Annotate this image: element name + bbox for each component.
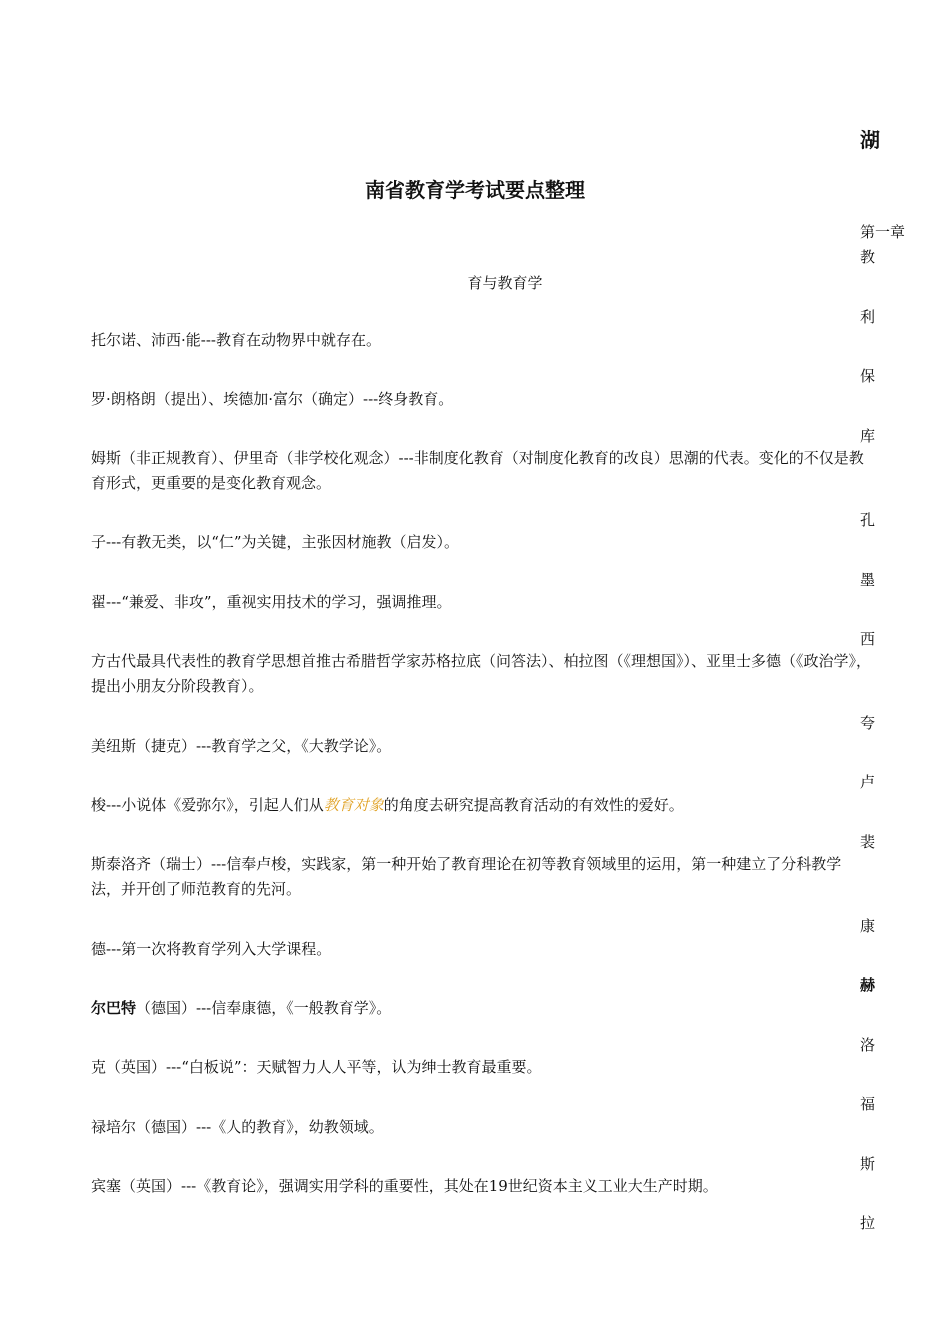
entry-text: 克（英国）---“白板说”：天赋智力人人平等，认为绅士教育最重要。 bbox=[91, 1058, 542, 1076]
entry-text: 子---有教无类，以“仁”为关键，主张因材施教（启发）。 bbox=[91, 533, 460, 551]
entry-text: 方古代最具代表性的教育学思想首推古希腊哲学家苏格拉底（问答法）、柏拉图（《理想国》）、亚里士多德（《政治学》，提出小朋友分阶段教育）。 bbox=[91, 652, 872, 695]
entry-text-rest: （德国）---信奉康德，《一般教育学》。 bbox=[136, 999, 392, 1017]
entry-lead-char: 拉 bbox=[860, 1214, 876, 1232]
entry-text bbox=[91, 996, 871, 1021]
entry-lead-char: 利 bbox=[860, 308, 876, 326]
chapter-heading-part3: 育与教育学 bbox=[467, 274, 543, 292]
entry-lead-char: 卢 bbox=[860, 773, 876, 791]
entry-text-after: 的角度去研究提高教育活动的有效性的爱好。 bbox=[383, 796, 684, 814]
entry-text: 德---第一次将教育学列入大学课程。 bbox=[91, 940, 332, 958]
entry-text: 姆斯（非正规教育）、伊里奇（非学校化观念）---非制度化教育（对制度化教育的改良）思潮的代表。变化的不仅是教育形式，更重要的是变化教育观念。 bbox=[91, 449, 864, 492]
chapter-heading-part1: 第一章 bbox=[860, 223, 906, 241]
highlighted-term: 教育对象 bbox=[323, 796, 384, 814]
entry-text bbox=[91, 793, 871, 818]
entry-lead-char: 库 bbox=[860, 427, 876, 445]
entry-text: 宾塞（英国）---《教育论》，强调实用学科的重要性，其处在19世纪资本主义工业大生产时期。 bbox=[91, 1177, 718, 1195]
entry-bold-name: 尔巴特 bbox=[91, 999, 137, 1017]
entry-text: 翟---“兼爱、非攻”，重视实用技术的学习，强调推理。 bbox=[91, 593, 452, 611]
entry-lead-char: 夸 bbox=[860, 714, 876, 732]
chapter-heading-part2: 教 bbox=[860, 248, 876, 266]
entry-lead-char: 保 bbox=[860, 367, 876, 385]
entry-lead-char: 孔 bbox=[860, 511, 876, 529]
entry-lead-char: 裴 bbox=[860, 833, 876, 851]
entry-lead-char: 赫 bbox=[860, 976, 876, 994]
entry-text: 美纽斯（捷克）---教育学之父，《大教学论》。 bbox=[91, 737, 392, 755]
entry-text-before: 梭---小说体《爱弥尔》，引起人们从 bbox=[91, 796, 324, 814]
title-lead-char: 湖 bbox=[860, 128, 880, 152]
page-title: 南省教育学考试要点整理 bbox=[365, 178, 585, 202]
entry-lead-char: 西 bbox=[860, 630, 876, 648]
entry-text: 罗·朗格朗（提出）、埃德加·富尔（确定）---终身教育。 bbox=[91, 390, 454, 408]
entry-text: 斯泰洛齐（瑞士）---信奉卢梭，实践家，第一种开始了教育理论在初等教育领域里的运用，第一种建立了分科教学法，并开创了师范教育的先河。 bbox=[91, 855, 842, 898]
entry-lead-char: 福 bbox=[860, 1095, 876, 1113]
entry-text: 禄培尔（德国）---《人的教育》，幼教领域。 bbox=[91, 1118, 384, 1136]
entry-lead-char: 墨 bbox=[860, 571, 876, 589]
entry-lead-char: 康 bbox=[860, 917, 876, 935]
entry-lead-char: 斯 bbox=[860, 1155, 876, 1173]
entry-lead-char: 洛 bbox=[860, 1036, 876, 1054]
entry-text: 托尔诺、沛西·能---教育在动物界中就存在。 bbox=[91, 331, 381, 349]
